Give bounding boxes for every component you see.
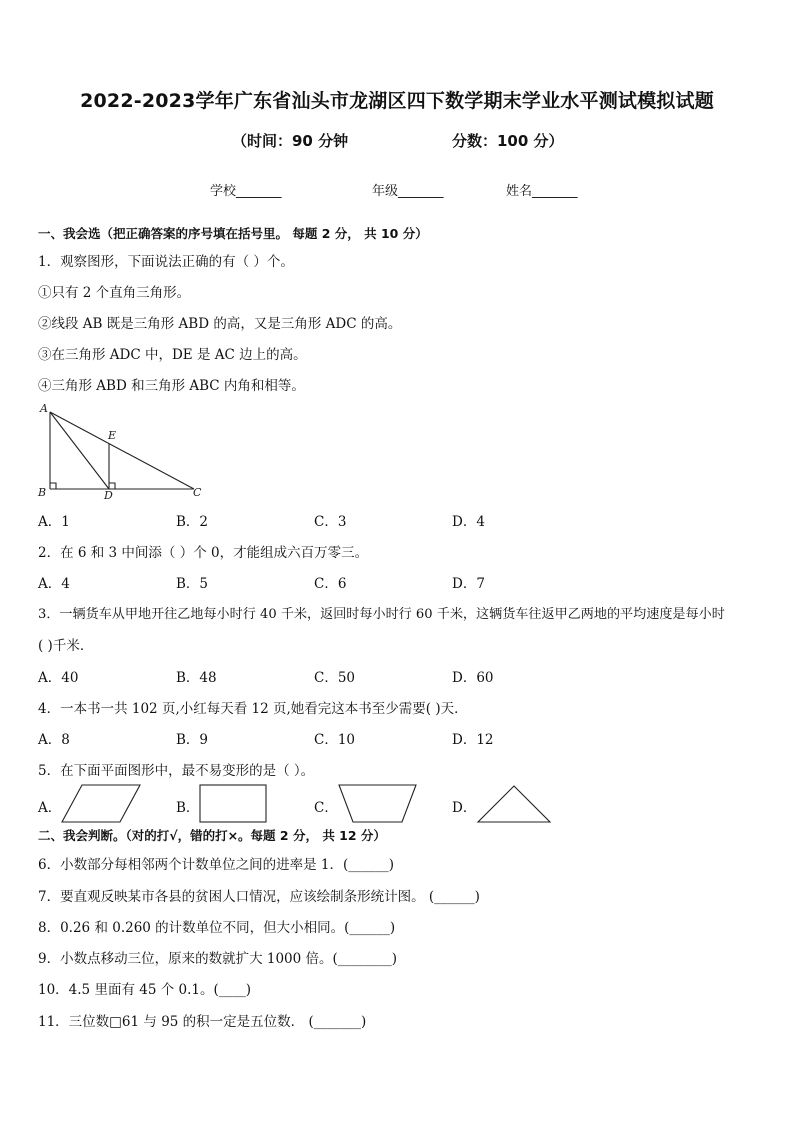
name-field: 姓名_______	[506, 184, 578, 199]
judge-item-8[interactable]: 8．0.26 和 0.260 的计数单位不同，但大小相同。(______)	[38, 920, 396, 936]
section1-heading: 一、我会选（把正确答案的序号填在括号里。 每题 2 分， 共 10 分）	[38, 226, 428, 241]
q5-option-a[interactable]: A．	[38, 800, 62, 816]
grade-field: 年级_______	[372, 184, 444, 199]
q2-option-d[interactable]: D．7	[452, 576, 485, 592]
q5-option-b[interactable]: B．	[176, 800, 200, 816]
parallelogram-icon	[60, 784, 142, 824]
section2-heading: 二、我会判断。（对的打√，错的打×。每题 2 分， 共 12 分）	[38, 828, 386, 843]
page-title: 2022-2023学年广东省汕头市龙湖区四下数学期末学业水平测试模拟试题	[80, 90, 714, 112]
q1-stem: 1．观察图形，下面说法正确的有（ ）个。	[38, 254, 294, 270]
q4-option-a[interactable]: A．8	[38, 732, 70, 748]
q1-statement-2: ②线段 AB 既是三角形 ABD 的高，又是三角形 ADC 的高。	[38, 316, 402, 332]
q1-statement-3: ③在三角形 ADC 中，DE 是 AC 边上的高。	[38, 347, 307, 363]
exam-score: 分数：100 分）	[452, 132, 564, 150]
q4-option-c[interactable]: C．10	[314, 732, 356, 748]
judge-item-7[interactable]: 7．要直观反映某市各县的贫困人口情况，应该绘制条形统计图。 (______)	[38, 889, 480, 905]
q2-stem: 2．在 6 和 3 中间添（ ）个 0，才能组成六百万零三。	[38, 545, 369, 561]
q5-option-c[interactable]: C．	[314, 800, 338, 816]
q1-option-b[interactable]: B．2	[176, 514, 209, 530]
segment-ad	[50, 412, 109, 489]
right-angle-b-icon	[50, 483, 56, 489]
label-b: B	[38, 486, 47, 499]
q3-option-b[interactable]: B．48	[176, 670, 217, 686]
q3-option-a[interactable]: A．40	[38, 670, 79, 686]
school-field: 学校_______	[210, 184, 282, 199]
q5-option-d[interactable]: D．	[452, 800, 477, 816]
q3-option-d[interactable]: D．60	[452, 670, 494, 686]
label-e: E	[108, 429, 117, 442]
exam-time: （时间：90 分钟	[232, 132, 349, 150]
q1-option-d[interactable]: D．4	[452, 514, 485, 530]
label-c: C	[193, 486, 202, 499]
q4-option-b[interactable]: B．9	[176, 732, 209, 748]
label-d: D	[104, 489, 113, 502]
rectangle-icon	[198, 784, 268, 824]
q2-option-c[interactable]: C．6	[314, 576, 347, 592]
judge-item-6[interactable]: 6．小数部分每相邻两个计数单位之间的进率是 1．(______)	[38, 857, 395, 873]
triangle-icon	[476, 784, 552, 824]
q4-option-d[interactable]: D．12	[452, 732, 494, 748]
triangle-figure	[36, 400, 236, 500]
segment-ac	[50, 412, 194, 489]
q1-statement-1: ①只有 2 个直角三角形。	[38, 285, 191, 301]
q5-stem: 5．在下面平面图形中，最不易变形的是（ ）。	[38, 763, 315, 779]
q2-option-b[interactable]: B．5	[176, 576, 209, 592]
q3-option-c[interactable]: C．50	[314, 670, 356, 686]
q3-stem-line2: ( )千米．	[38, 638, 94, 654]
q4-stem: 4．一本书一共 102 页,小红每天看 12 页,她看完这本书至少需要( )天．	[38, 701, 468, 717]
judge-item-9[interactable]: 9．小数点移动三位，原来的数就扩大 1000 倍。(________)	[38, 951, 398, 967]
q3-stem-line1: 3．一辆货车从甲地开往乙地每小时行 40 千米，返回时每小时行 60 千米，这辆货车往返甲乙两地的平均速度是每小时	[38, 607, 725, 622]
trapezoid-icon	[338, 784, 418, 824]
judge-item-11[interactable]: 11．三位数□61 与 95 的积一定是五位数． (_______)	[38, 1014, 367, 1030]
q1-statement-4: ④三角形 ABD 和三角形 ABC 内角和相等。	[38, 378, 305, 394]
q1-option-c[interactable]: C．3	[314, 514, 347, 530]
q1-option-a[interactable]: A．1	[38, 514, 70, 530]
judge-item-10[interactable]: 10．4.5 里面有 45 个 0.1。(____)	[38, 982, 251, 998]
label-a: A	[40, 402, 48, 415]
q2-option-a[interactable]: A．4	[38, 576, 70, 592]
